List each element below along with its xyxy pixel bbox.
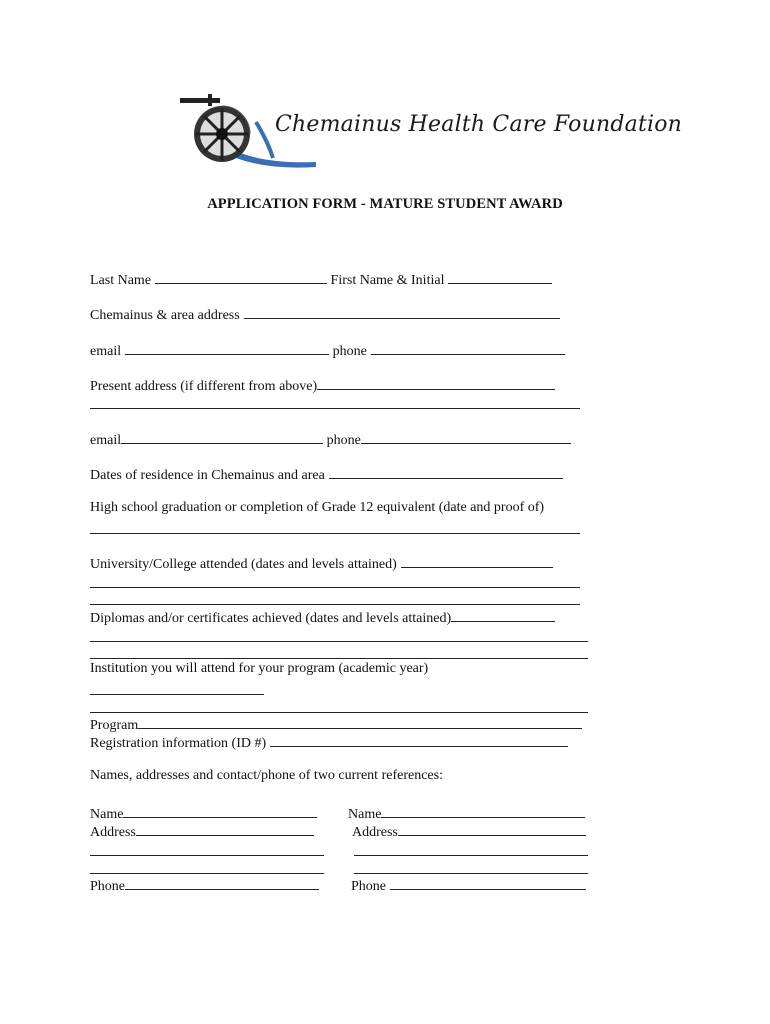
ref1-address-row [90, 821, 314, 841]
ref1-address-label: Address [90, 825, 136, 840]
phone-label: phone [332, 344, 367, 359]
first-name-label: First Name & Initial [330, 273, 445, 288]
present-address-label: Present address (if different from above) [90, 379, 318, 394]
diplomas-field[interactable] [451, 607, 555, 622]
references-heading-text: Names, addresses and contact/phone of two current references: [90, 768, 443, 783]
program-field[interactable] [138, 714, 582, 729]
ref2-phone-label: Phone [351, 879, 386, 894]
ref2-address-field-3[interactable] [354, 873, 588, 874]
ref1-address-field-3[interactable] [90, 873, 324, 874]
form-title: APPLICATION FORM - MATURE STUDENT AWARD [207, 196, 563, 212]
ref1-phone-field[interactable] [125, 875, 319, 890]
ref1-address-field-2[interactable] [90, 855, 324, 856]
ref1-name-field[interactable] [123, 803, 317, 818]
phone-field[interactable] [371, 340, 565, 355]
institution-field[interactable] [90, 694, 264, 695]
high-school-row [90, 500, 544, 516]
registration-label: Registration information (ID #) [90, 736, 267, 751]
chemainus-address-field[interactable] [244, 304, 560, 319]
university-label: University/College attended (dates and levels attained) [90, 557, 397, 572]
high-school-field[interactable] [90, 533, 580, 534]
present-address-row [90, 375, 555, 395]
ref1-phone-label: Phone [90, 879, 125, 894]
ref2-address-field-2[interactable] [354, 855, 588, 856]
ref2-name-label: Name [348, 807, 382, 822]
ref2-phone-row [351, 875, 586, 895]
dates-residence-label: Dates of residence in Chemainus and area [90, 468, 325, 483]
email-field-2[interactable] [121, 429, 323, 444]
ref1-address-field[interactable] [136, 821, 314, 836]
university-field[interactable] [401, 553, 553, 568]
diplomas-row [90, 607, 555, 627]
institution-label: Institution you will attend for your program (academic year) [90, 661, 429, 676]
ref1-name-label: Name [90, 807, 124, 822]
first-name-field[interactable] [448, 269, 552, 284]
contact-row-2 [90, 429, 571, 449]
email-label-2: email [90, 433, 122, 448]
university-field-2[interactable] [90, 587, 580, 588]
name-row [90, 269, 552, 289]
last-name-field[interactable] [155, 269, 327, 284]
ref2-name-field[interactable] [381, 803, 585, 818]
chemainus-address-row [90, 304, 560, 324]
last-name-label: Last Name [90, 273, 152, 288]
ref2-phone-field[interactable] [390, 875, 586, 890]
university-field-3[interactable] [90, 604, 580, 605]
references-heading [90, 768, 443, 784]
program-row [90, 714, 582, 734]
registration-row [90, 732, 568, 752]
institution-field-2[interactable] [90, 712, 588, 713]
diplomas-label: Diplomas and/or certificates achieved (dates and levels attained) [90, 611, 452, 626]
ref2-address-row [352, 821, 586, 841]
diplomas-field-3[interactable] [90, 658, 588, 659]
program-label: Program [90, 718, 139, 733]
dates-residence-field[interactable] [329, 464, 563, 479]
ref2-address-field[interactable] [398, 821, 586, 836]
chemainus-address-label: Chemainus & area address [90, 308, 240, 323]
ref1-phone-row [90, 875, 319, 895]
email-field[interactable] [125, 340, 329, 355]
dates-residence-row [90, 464, 563, 484]
organization-name: Chemainus Health Care Foundation [275, 112, 683, 137]
high-school-label: High school graduation or completion of Grade 12 equivalent (date and proof of) [90, 500, 545, 515]
ref2-address-label: Address [352, 825, 398, 840]
ref1-name-row [90, 803, 317, 823]
phone-label-2: phone [326, 433, 361, 448]
university-row [90, 553, 553, 573]
diplomas-field-2[interactable] [90, 641, 588, 642]
email-label: email [90, 344, 122, 359]
ref2-name-row [348, 803, 585, 823]
contact-row [90, 340, 565, 360]
present-address-field[interactable] [317, 375, 555, 390]
institution-row [90, 661, 428, 677]
present-address-field-2[interactable] [90, 408, 580, 409]
registration-field[interactable] [270, 732, 568, 747]
phone-field-2[interactable] [361, 429, 571, 444]
